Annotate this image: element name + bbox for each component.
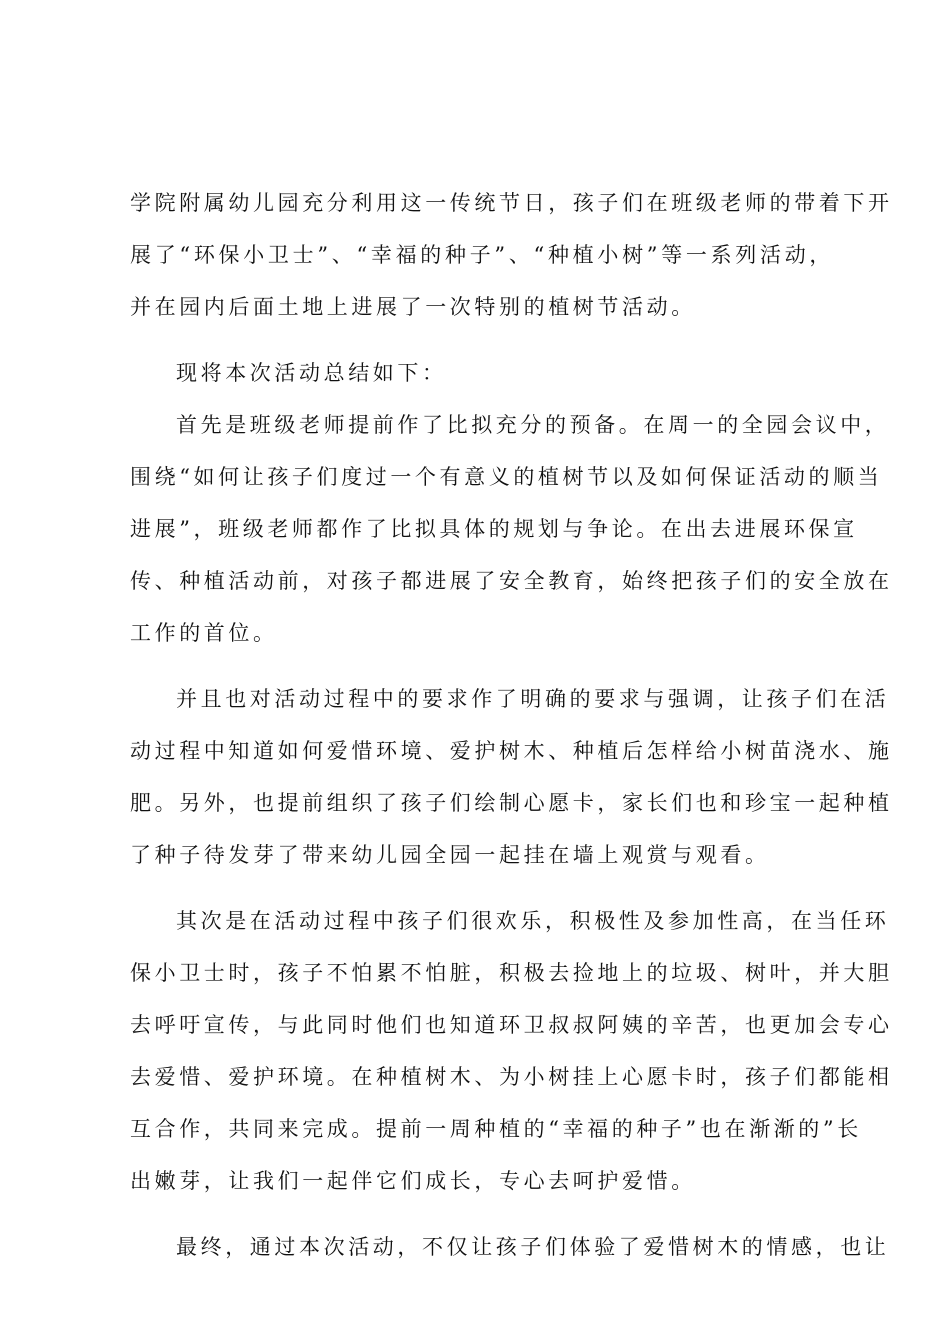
- text-line: 学院附属幼儿园充分利用这一传统节日，孩子们在班级老师的带着下开: [130, 191, 893, 215]
- text-line: 并在园内后面土地上进展了一次特别的植树节活动。: [130, 295, 696, 319]
- text-line: 并且也对活动过程中的要求作了明确的要求与强调，让孩子们在活: [176, 687, 890, 711]
- text-line: 传、种植活动前，对孩子都进展了安全教育，始终把孩子们的安全放在: [130, 569, 893, 593]
- text-line: 最终，通过本次活动，不仅让孩子们体验了爱惜树木的情感，也让: [176, 1235, 890, 1259]
- text-line: 互合作，共同来完成。提前一周种植的“幸福的种子”也在渐渐的”长: [130, 1117, 862, 1141]
- paragraph-gap: [130, 344, 834, 358]
- text-line: 了种子待发芽了带来幼儿园全园一起挂在墙上观赏与观看。: [130, 843, 770, 867]
- text-line: 出嫩芽，让我们一起伴它们成长，专心去呵护爱惜。: [130, 1169, 696, 1193]
- text-line: 保小卫士时，孩子不怕累不怕脏，积极去捡地上的垃圾、树叶，并大胆: [130, 961, 893, 985]
- text-line: 围绕“如何让孩子们度过一个有意义的植树节以及如何保证活动的顺当: [130, 465, 883, 489]
- text-line: 工作的首位。: [130, 621, 278, 645]
- text-line: 进展”，班级老师都作了比拟具体的规划与争论。在出去进展环保宣: [130, 517, 858, 541]
- text-line: 去呼吁宣传，与此同时他们也知道环卫叔叔阿姨的辛苦，也更加会专心: [130, 1013, 893, 1037]
- paragraph-gap: [130, 670, 834, 684]
- text-line: 肥。另外，也提前组织了孩子们绘制心愿卡，家长们也和珍宝一起种植: [130, 791, 893, 815]
- text-line: 动过程中知道如何爱惜环境、爱护树木、种植后怎样给小树苗浇水、施: [130, 739, 893, 763]
- text-line: 其次是在活动过程中孩子们很欢乐，积极性及参加性高，在当任环: [176, 909, 890, 933]
- paragraph-gap: [130, 892, 834, 906]
- text-line: 首先是班级老师提前作了比拟充分的预备。在周一的全园会议中，: [176, 413, 890, 437]
- document-body: [130, 188, 893, 1284]
- text-line: 展了“环保小卫士”、“幸福的种子”、“种植小树”等一系列活动，: [130, 243, 834, 267]
- text-line: 现将本次活动总结如下：: [176, 361, 447, 385]
- paragraph-gap: [130, 1218, 834, 1232]
- text-line: 去爱惜、爱护环境。在种植树木、为小树挂上心愿卡时，孩子们都能相: [130, 1065, 893, 1089]
